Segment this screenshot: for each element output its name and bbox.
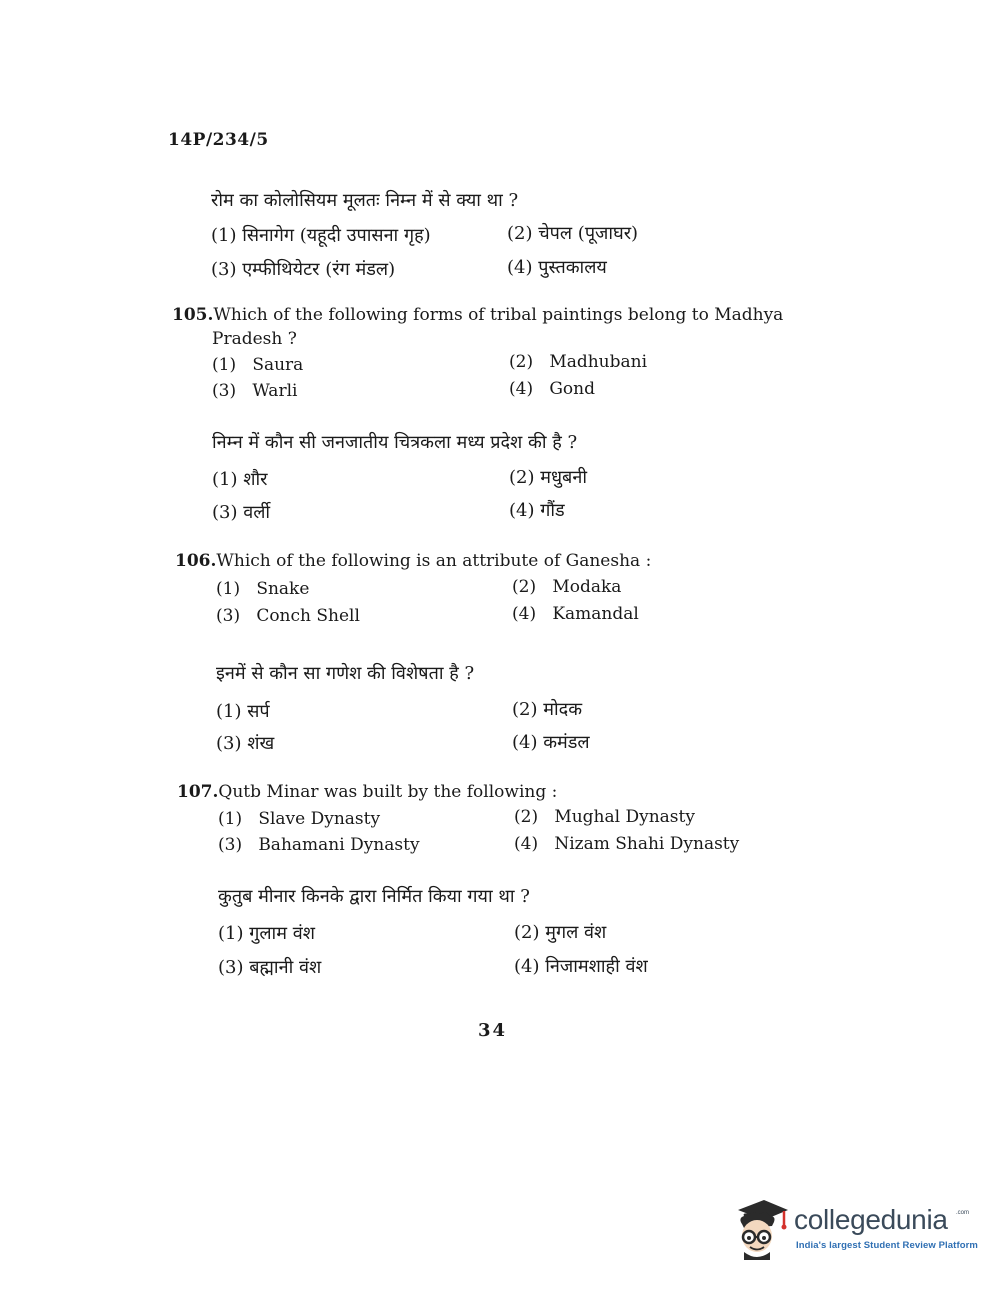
question-107-number: 107.: [177, 782, 219, 802]
q104-hindi-option-3: (3) एम्फीथियेटर (रंग मंडल): [211, 259, 396, 280]
option-text: Gond: [549, 379, 595, 399]
question-105-text-cont: Pradesh ?: [212, 329, 297, 349]
question-107-hindi-text: कुतुब मीनार किनके द्वारा निर्मित किया गया था ?: [218, 886, 530, 907]
option-number: (4): [514, 834, 539, 854]
q106-hindi-option-1: (1) सर्प: [216, 701, 270, 722]
question-106-number: 106.: [175, 551, 217, 571]
question-107: [177, 782, 557, 802]
option-number: (1): [212, 355, 237, 375]
option-number: (4): [512, 604, 537, 624]
option-number: (2): [512, 577, 537, 597]
student-mascot-icon: [734, 1196, 790, 1262]
q107-option-1: [218, 809, 380, 829]
q105-option-2: [509, 352, 647, 372]
q106-hindi-option-3: (3) शंख: [216, 733, 275, 754]
q107-hindi-option-3: (3) बह्मानी वंश: [218, 957, 322, 978]
option-number: (2): [509, 352, 534, 372]
question-106-text: Which of the following is an attribute of Ganesha :: [216, 551, 652, 571]
page-number: 34: [478, 1020, 508, 1041]
q107-option-2: [514, 807, 695, 827]
option-text: Modaka: [552, 577, 622, 597]
paper-code: 14P/234/5: [168, 130, 269, 150]
q105-hindi-option-2: (2) मधुबनी: [509, 467, 587, 488]
question-104-hindi-text: रोम का कोलोसियम मूलतः निम्न में से क्या था ?: [211, 190, 519, 211]
q105-option-4: [509, 379, 595, 399]
option-number: (3): [218, 835, 243, 855]
q106-option-1: [216, 579, 309, 599]
q105-hindi-option-4: (4) गौंड: [509, 500, 565, 521]
option-text: Snake: [256, 579, 310, 599]
q104-hindi-option-4: (4) पुस्तकालय: [507, 257, 607, 278]
brand-name: collegedunia: [794, 1204, 948, 1235]
q107-hindi-option-4: (4) निजामशाही वंश: [514, 956, 648, 977]
option-text: Warli: [252, 381, 298, 401]
question-105-text: Which of the following forms of tribal paintings belong to Madhya: [213, 305, 784, 325]
q107-option-3: [218, 835, 420, 855]
option-text: Madhubani: [549, 352, 648, 372]
q105-hindi-option-1: (1) शौर: [212, 469, 268, 490]
question-105: [172, 305, 783, 325]
option-number: (4): [509, 379, 534, 399]
q106-option-2: [512, 577, 621, 597]
q105-hindi-option-3: (3) वर्ली: [212, 502, 271, 523]
q107-option-4: [514, 834, 739, 854]
option-number: (1): [216, 579, 241, 599]
option-text: Conch Shell: [256, 606, 360, 626]
brand-tagline: India's largest Student Review Platform: [796, 1240, 978, 1251]
question-105-hindi-text: निम्न में कौन सी जनजातीय चित्रकला मध्य प्रदेश की है ?: [212, 432, 578, 453]
q107-hindi-option-1: (1) गुलाम वंश: [218, 923, 315, 944]
option-number: (3): [216, 606, 241, 626]
question-106-hindi-text: इनमें से कौन सा गणेश की विशेषता है ?: [216, 663, 475, 684]
option-text: Bahamani Dynasty: [258, 835, 420, 855]
q105-option-1: [212, 355, 303, 375]
question-106: [175, 551, 651, 571]
q107-hindi-option-2: (2) मुगल वंश: [514, 922, 607, 943]
option-text: Kamandal: [552, 604, 639, 624]
option-text: Slave Dynasty: [258, 809, 381, 829]
option-number: (2): [514, 807, 539, 827]
q104-hindi-option-2: (2) चेपल (पूजाघर): [507, 223, 639, 244]
question-105-number: 105.: [172, 305, 214, 325]
option-text: Saura: [252, 355, 304, 375]
q106-option-4: [512, 604, 639, 624]
option-text: Nizam Shahi Dynasty: [554, 834, 740, 854]
option-text: Mughal Dynasty: [554, 807, 695, 827]
q105-option-3: [212, 381, 297, 401]
option-number: (3): [212, 381, 237, 401]
q106-hindi-option-4: (4) कमंडल: [512, 732, 590, 753]
q106-option-3: [216, 606, 360, 626]
option-number: (1): [218, 809, 243, 829]
q106-hindi-option-2: (2) मोदक: [512, 699, 583, 720]
question-107-text: Qutb Minar was built by the following :: [218, 782, 558, 802]
brand-suffix: .com: [956, 1210, 970, 1216]
q104-hindi-option-1: (1) सिनागेग (यहूदी उपासना गृह): [211, 225, 431, 246]
collegedunia-logo[interactable]: [734, 1196, 978, 1266]
